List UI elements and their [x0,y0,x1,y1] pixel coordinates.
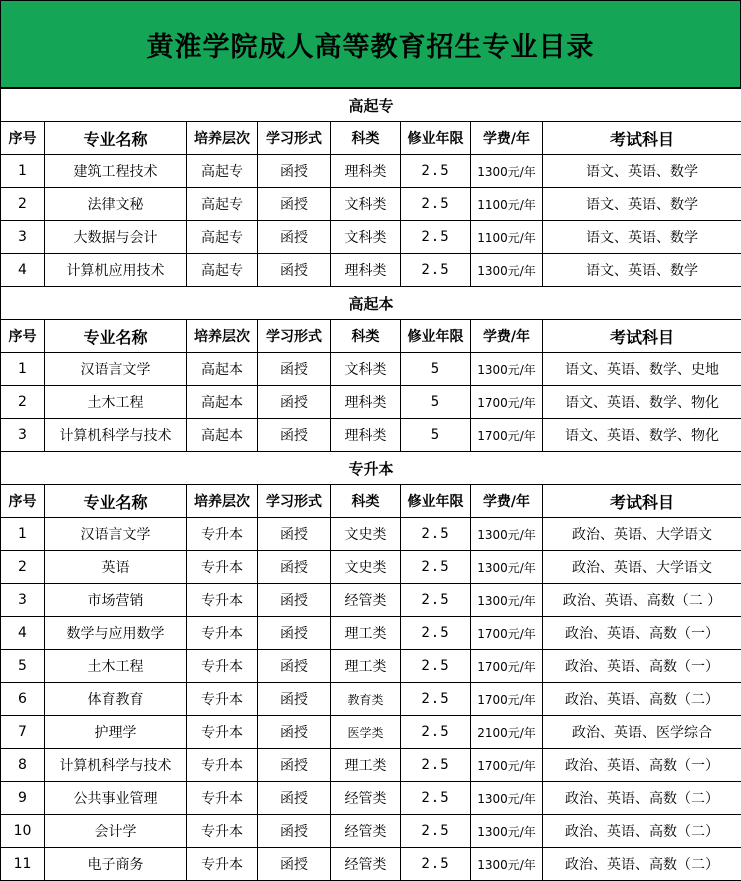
column-header-exam-subjects: 考试科目 [543,320,741,353]
education-level-cell: 专升本 [187,716,258,749]
tuition-fee-cell: 1700元/年 [471,683,543,716]
section-heading-row [1,89,741,122]
major-name-cell: 护理学 [45,716,187,749]
column-header-major-name: 专业名称 [45,320,187,353]
tuition-fee-cell: 1700元/年 [471,650,543,683]
row-number-cell: 7 [1,716,45,749]
major-name-cell: 数学与应用数学 [45,617,187,650]
major-name-cell: 法律文秘 [45,188,187,221]
study-years-cell: 2.5 [401,815,471,848]
subject-category-cell: 经管类 [331,584,401,617]
page-title: 黄淮学院成人高等教育招生专业目录 [0,0,741,88]
column-header-tuition-fee: 学费/年 [471,320,543,353]
table-header-row [1,320,741,353]
education-level-cell: 专升本 [187,551,258,584]
education-level-cell: 高起本 [187,419,258,452]
catalog-table [0,88,741,881]
study-years-cell: 2.5 [401,584,471,617]
table-row [1,386,741,419]
subject-category-cell: 医学类 [331,716,401,749]
education-level-cell: 高起专 [187,188,258,221]
exam-subjects-cell: 语文、英语、数学、物化 [543,386,741,419]
exam-subjects-cell: 政治、英语、高数（二） [543,683,741,716]
subject-category-cell: 经管类 [331,815,401,848]
major-name-cell: 计算机应用技术 [45,254,187,287]
column-header-exam-subjects: 考试科目 [543,485,741,518]
study-mode-cell: 函授 [258,617,331,650]
table-row [1,155,741,188]
exam-subjects-cell: 语文、英语、数学、史地 [543,353,741,386]
major-name-cell: 公共事业管理 [45,782,187,815]
column-header-study-mode: 学习形式 [258,320,331,353]
study-mode-cell: 函授 [258,683,331,716]
tuition-fee-cell: 1300元/年 [471,155,543,188]
study-years-cell: 2.5 [401,782,471,815]
study-mode-cell: 函授 [258,749,331,782]
study-years-cell: 5 [401,419,471,452]
row-number-cell: 1 [1,353,45,386]
education-level-cell: 专升本 [187,749,258,782]
major-name-cell: 计算机科学与技术 [45,749,187,782]
subject-category-cell: 理科类 [331,419,401,452]
tuition-fee-cell: 1100元/年 [471,221,543,254]
column-header-tuition-fee: 学费/年 [471,122,543,155]
column-header-subject-category: 科类 [331,122,401,155]
subject-category-cell: 教育类 [331,683,401,716]
column-header-row-number: 序号 [1,122,45,155]
column-header-subject-category: 科类 [331,485,401,518]
column-header-education-level: 培养层次 [187,320,258,353]
section-title: 高起专 [1,89,741,122]
study-years-cell: 2.5 [401,254,471,287]
study-years-cell: 2.5 [401,848,471,881]
study-years-cell: 5 [401,386,471,419]
tuition-fee-cell: 1300元/年 [471,551,543,584]
row-number-cell: 10 [1,815,45,848]
tuition-fee-cell: 1300元/年 [471,353,543,386]
exam-subjects-cell: 语文、英语、数学、物化 [543,419,741,452]
major-name-cell: 建筑工程技术 [45,155,187,188]
table-row [1,551,741,584]
row-number-cell: 2 [1,551,45,584]
subject-category-cell: 文科类 [331,188,401,221]
subject-category-cell: 理科类 [331,386,401,419]
education-level-cell: 高起专 [187,155,258,188]
column-header-major-name: 专业名称 [45,485,187,518]
exam-subjects-cell: 政治、英语、大学语文 [543,518,741,551]
exam-subjects-cell: 语文、英语、数学 [543,221,741,254]
tuition-fee-cell: 1300元/年 [471,848,543,881]
subject-category-cell: 文史类 [331,518,401,551]
row-number-cell: 6 [1,683,45,716]
subject-category-cell: 理科类 [331,155,401,188]
study-years-cell: 2.5 [401,716,471,749]
row-number-cell: 3 [1,221,45,254]
tuition-fee-cell: 1300元/年 [471,518,543,551]
row-number-cell: 2 [1,386,45,419]
row-number-cell: 9 [1,782,45,815]
exam-subjects-cell: 语文、英语、数学 [543,254,741,287]
education-level-cell: 专升本 [187,650,258,683]
exam-subjects-cell: 政治、英语、医学综合 [543,716,741,749]
table-row [1,254,741,287]
study-mode-cell: 函授 [258,386,331,419]
subject-category-cell: 理工类 [331,650,401,683]
exam-subjects-cell: 政治、英语、高数（二） [543,815,741,848]
table-row [1,221,741,254]
column-header-row-number: 序号 [1,320,45,353]
table-row [1,815,741,848]
exam-subjects-cell: 语文、英语、数学 [543,188,741,221]
table-header-row [1,122,741,155]
row-number-cell: 11 [1,848,45,881]
table-row [1,584,741,617]
major-name-cell: 土木工程 [45,386,187,419]
subject-category-cell: 文科类 [331,353,401,386]
exam-subjects-cell: 政治、英语、高数（一） [543,749,741,782]
column-header-row-number: 序号 [1,485,45,518]
study-mode-cell: 函授 [258,815,331,848]
exam-subjects-cell: 语文、英语、数学 [543,155,741,188]
study-years-cell: 2.5 [401,221,471,254]
tuition-fee-cell: 2100元/年 [471,716,543,749]
subject-category-cell: 经管类 [331,782,401,815]
study-years-cell: 2.5 [401,683,471,716]
major-name-cell: 英语 [45,551,187,584]
table-header-row [1,485,741,518]
major-name-cell: 电子商务 [45,848,187,881]
tuition-fee-cell: 1300元/年 [471,254,543,287]
tuition-fee-cell: 1100元/年 [471,188,543,221]
study-years-cell: 5 [401,353,471,386]
exam-subjects-cell: 政治、英语、高数（二） [543,848,741,881]
subject-category-cell: 理工类 [331,749,401,782]
major-name-cell: 计算机科学与技术 [45,419,187,452]
tuition-fee-cell: 1700元/年 [471,386,543,419]
major-name-cell: 体育教育 [45,683,187,716]
education-level-cell: 专升本 [187,815,258,848]
subject-category-cell: 理工类 [331,617,401,650]
study-mode-cell: 函授 [258,551,331,584]
major-name-cell: 汉语言文学 [45,518,187,551]
column-header-study-years: 修业年限 [401,485,471,518]
study-years-cell: 2.5 [401,155,471,188]
table-row [1,716,741,749]
table-row [1,650,741,683]
major-name-cell: 汉语言文学 [45,353,187,386]
study-mode-cell: 函授 [258,518,331,551]
tuition-fee-cell: 1700元/年 [471,617,543,650]
column-header-study-years: 修业年限 [401,320,471,353]
row-number-cell: 8 [1,749,45,782]
table-row [1,749,741,782]
section-title: 专升本 [1,452,741,485]
study-mode-cell: 函授 [258,419,331,452]
column-header-study-years: 修业年限 [401,122,471,155]
table-row [1,683,741,716]
education-level-cell: 高起本 [187,353,258,386]
education-level-cell: 高起专 [187,254,258,287]
section-heading-row [1,287,741,320]
education-level-cell: 专升本 [187,782,258,815]
tuition-fee-cell: 1700元/年 [471,419,543,452]
table-row [1,782,741,815]
study-mode-cell: 函授 [258,155,331,188]
exam-subjects-cell: 政治、英语、高数（一） [543,650,741,683]
study-years-cell: 2.5 [401,749,471,782]
education-level-cell: 专升本 [187,584,258,617]
education-level-cell: 专升本 [187,518,258,551]
row-number-cell: 2 [1,188,45,221]
study-mode-cell: 函授 [258,254,331,287]
tuition-fee-cell: 1300元/年 [471,584,543,617]
section-heading-row [1,452,741,485]
education-level-cell: 专升本 [187,848,258,881]
section-title: 高起本 [1,287,741,320]
study-mode-cell: 函授 [258,650,331,683]
major-name-cell: 会计学 [45,815,187,848]
row-number-cell: 3 [1,584,45,617]
table-row [1,518,741,551]
column-header-tuition-fee: 学费/年 [471,485,543,518]
study-mode-cell: 函授 [258,782,331,815]
major-name-cell: 大数据与会计 [45,221,187,254]
major-name-cell: 市场营销 [45,584,187,617]
major-name-cell: 土木工程 [45,650,187,683]
study-years-cell: 2.5 [401,518,471,551]
subject-category-cell: 文史类 [331,551,401,584]
row-number-cell: 1 [1,518,45,551]
row-number-cell: 5 [1,650,45,683]
education-level-cell: 专升本 [187,617,258,650]
table-row [1,419,741,452]
subject-category-cell: 理科类 [331,254,401,287]
study-years-cell: 2.5 [401,551,471,584]
study-years-cell: 2.5 [401,650,471,683]
education-level-cell: 专升本 [187,683,258,716]
exam-subjects-cell: 政治、英语、高数（二 ） [543,584,741,617]
study-mode-cell: 函授 [258,188,331,221]
study-mode-cell: 函授 [258,848,331,881]
tuition-fee-cell: 1300元/年 [471,815,543,848]
education-level-cell: 高起专 [187,221,258,254]
table-row [1,848,741,881]
study-mode-cell: 函授 [258,584,331,617]
column-header-exam-subjects: 考试科目 [543,122,741,155]
tuition-fee-cell: 1300元/年 [471,782,543,815]
column-header-study-mode: 学习形式 [258,122,331,155]
exam-subjects-cell: 政治、英语、高数（一） [543,617,741,650]
study-mode-cell: 函授 [258,221,331,254]
column-header-study-mode: 学习形式 [258,485,331,518]
column-header-education-level: 培养层次 [187,122,258,155]
table-row [1,188,741,221]
study-years-cell: 2.5 [401,617,471,650]
table-row [1,617,741,650]
tuition-fee-cell: 1700元/年 [471,749,543,782]
study-years-cell: 2.5 [401,188,471,221]
row-number-cell: 4 [1,617,45,650]
study-mode-cell: 函授 [258,716,331,749]
column-header-education-level: 培养层次 [187,485,258,518]
exam-subjects-cell: 政治、英语、大学语文 [543,551,741,584]
education-level-cell: 高起本 [187,386,258,419]
row-number-cell: 3 [1,419,45,452]
column-header-major-name: 专业名称 [45,122,187,155]
study-mode-cell: 函授 [258,353,331,386]
row-number-cell: 1 [1,155,45,188]
table-row [1,353,741,386]
row-number-cell: 4 [1,254,45,287]
subject-category-cell: 文科类 [331,221,401,254]
subject-category-cell: 经管类 [331,848,401,881]
exam-subjects-cell: 政治、英语、高数（二） [543,782,741,815]
column-header-subject-category: 科类 [331,320,401,353]
